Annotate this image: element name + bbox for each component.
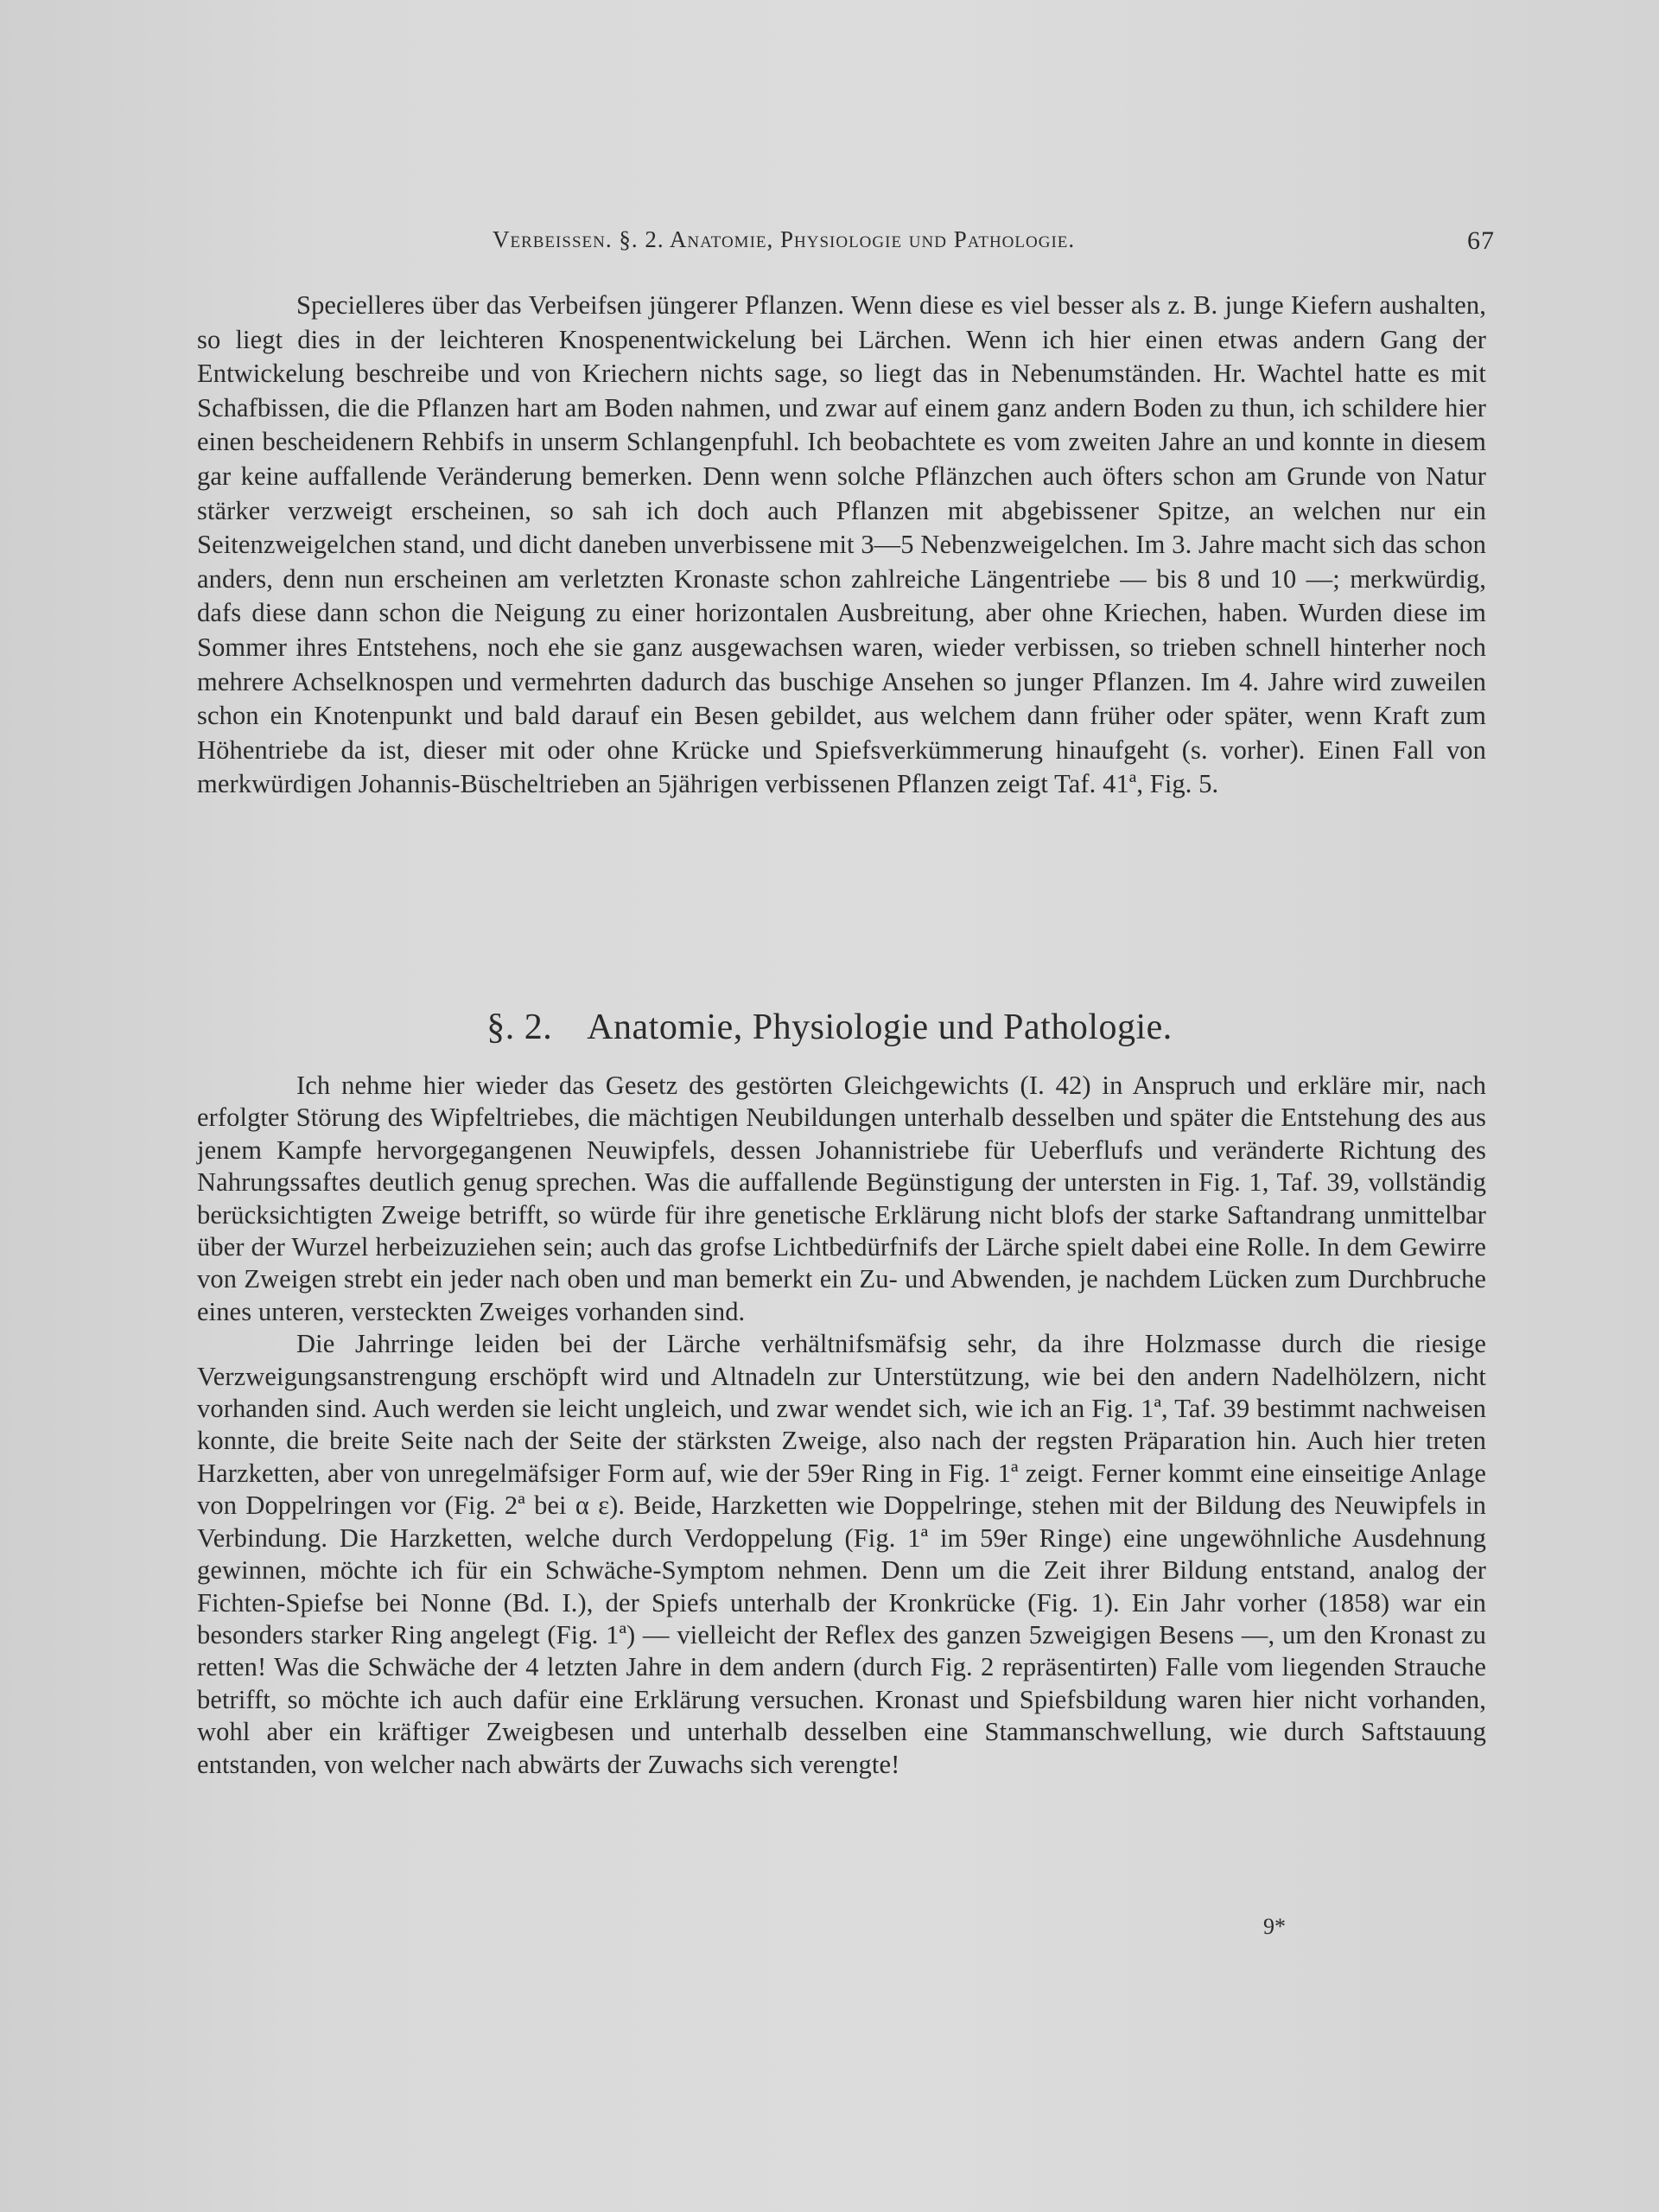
section-number: §. 2.	[486, 1007, 553, 1047]
section2-paragraph-2: Die Jahrringe leiden bei der Lärche verhältnifsmäfsig sehr, da ihre Holzmasse durch die riesige Verzweigungsanstrengung erschöpft wird und Altnadeln zur Unterstützung, wie bei den andern Nadelhölzern, nicht vorhanden sind. Auch werden sie leicht ungleich, und zwar wendet sich, wie ich an Fig. 1ª, Taf. 39 bestimmt nachweisen konnte, die breite Seite nach der Seite der stärksten Zweige, also nach der regsten Präparation hin. Auch hier treten Harzketten, aber von unregelmäfsiger Form auf, wie der 59er Ring in Fig. 1ª zeigt. Ferner kommt eine einseitige Anlage von Doppelringen vor (Fig. 2ª bei α ε). Beide, Harzketten wie Doppelringe, stehen mit der Bildung des Neuwipfels in Verbindung. Die Harzketten, welche durch Verdoppelung (Fig. 1ª im 59er Ringe) eine ungewöhnliche Ausdehnung gewinnen, möchte ich für ein Schwäche-Symptom nehmen. Denn um die Zeit ihrer Bildung entstand, analog der Fichten-Spiefse bei Nonne (Bd. I.), der Spiefs unterhalb der Kronkrücke (Fig. 1). Ein Jahr vorher (1858) war ein besonders starker Ring angelegt (Fig. 1ª) — vielleicht der Reflex des ganzen 5zweigigen Besens —, um den Kronast zu retten! Was die Schwäche der 4 letzten Jahre in dem andern (durch Fig. 2 repräsentirten) Falle vom liegenden Strauche betrifft, so möchte ich auch dafür eine Erklärung versuchen. Kronast und Spiefsbildung waren hier nicht vorhanden, wohl aber ein kräftiger Zweigbesen und unterhalb desselben eine Stammanschwellung, wie durch Saftstauung entstanden, von welcher nach abwärts der Zuwachs sich verengte!	[197, 1329, 1486, 1779]
section1-paragraph: Specielleres über das Verbeifsen jüngerer Pflanzen. Wenn diese es viel besser als z. B. junge Kiefern aushalten, so liegt dies in der leichteren Knospenentwickelung bei Lärchen. Wenn ich hier einen etwas andern Gang der Entwickelung beschreibe und von Kriechern nichts sage, so liegt das in Nebenumständen. Hr. Wachtel hatte es mit Schafbissen, die die Pflanzen hart am Boden nahmen, und zwar auf einem ganz andern Boden zu thun, ich schildere hier einen bescheidenern Rehbifs in unserm Schlangenpfuhl. Ich beobachtete es vom zweiten Jahre an und konnte in diesem gar keine auffallende Veränderung bemerken. Denn wenn solche Pflänzchen auch öfters schon am Grunde von Natur stärker verzweigt erscheinen, so sah ich doch auch Pflanzen mit abgebissener Spitze, an welchen nur ein Seitenzweigelchen stand, und dicht daneben unverbissene mit 3—5 Nebenzweigelchen. Im 3. Jahre macht sich das schon anders, denn nun erscheinen am verletzten Kronaste schon zahlreiche Längentriebe — bis 8 und 10 —; merkwürdig, dafs diese dann schon die Neigung zu einer horizontalen Ausbreitung, aber ohne Kriechen, haben. Wurden diese im Sommer ihres Entstehens, noch ehe sie ganz ausgewachsen waren, wieder verbissen, so trieben schnell hinterher noch mehrere Achselknospen und vermehrten dadurch das buschige Ansehen so junger Pflanzen. Im 4. Jahre wird zuweilen schon ein Knotenpunkt und bald darauf ein Besen gebildet, aus welchem dann früher oder später, wenn Kraft zum Höhentriebe da ist, dieser mit oder ohne Krücke und Spiefsverkümmerung hinaufgeht (s. vorher). Einen Fall von merkwürdigen Johannis-Büscheltrieben an 5jährigen verbissenen Pflanzen zeigt Taf. 41ª, Fig. 5.	[197, 290, 1486, 799]
section2-paragraph-1: Ich nehme hier wieder das Gesetz des gestörten Gleichgewichts (I. 42) in Anspruch und erkläre mir, nach erfolgter Störung des Wipfeltriebes, die mächtigen Neubildungen unterhalb desselben und später die Entstehung des aus jenem Kampfe hervorgegangenen Neuwipfels, dessen Johannistriebe für Ueberflufs und veränderte Richtung des Nahrungssaftes deutlich genug sprechen. Was die auffallende Begünstigung der untersten in Fig. 1, Taf. 39, vollständig berücksichtigten Zweige betrifft, so würde für ihre genetische Erklärung nicht blofs der starke Saftandrang unmittelbar über der Wurzel herbeizuziehen sein; auch das grofse Lichtbedürfnifs der Lärche spielt dabei eine Rolle. In dem Gewirre von Zweigen strebt ein jeder nach oben und man bemerkt ein Zu- und Abwenden, je nachdem Lücken zum Durchbruche eines unteren, versteckten Zweiges vorhanden sind.	[197, 1071, 1486, 1326]
section-title: Anatomie, Physiologie und Pathologie.	[587, 1007, 1173, 1047]
signature-mark: 9*	[1263, 1914, 1286, 1939]
page-number: 67	[1467, 226, 1495, 255]
section1-body	[197, 289, 1486, 802]
section2-body	[197, 1070, 1486, 1781]
running-header	[493, 226, 1495, 261]
section-heading	[0, 1007, 1659, 1048]
running-title: Verbeissen. §. 2. Anatomie, Physiologie und Pathologie.	[493, 226, 1076, 252]
